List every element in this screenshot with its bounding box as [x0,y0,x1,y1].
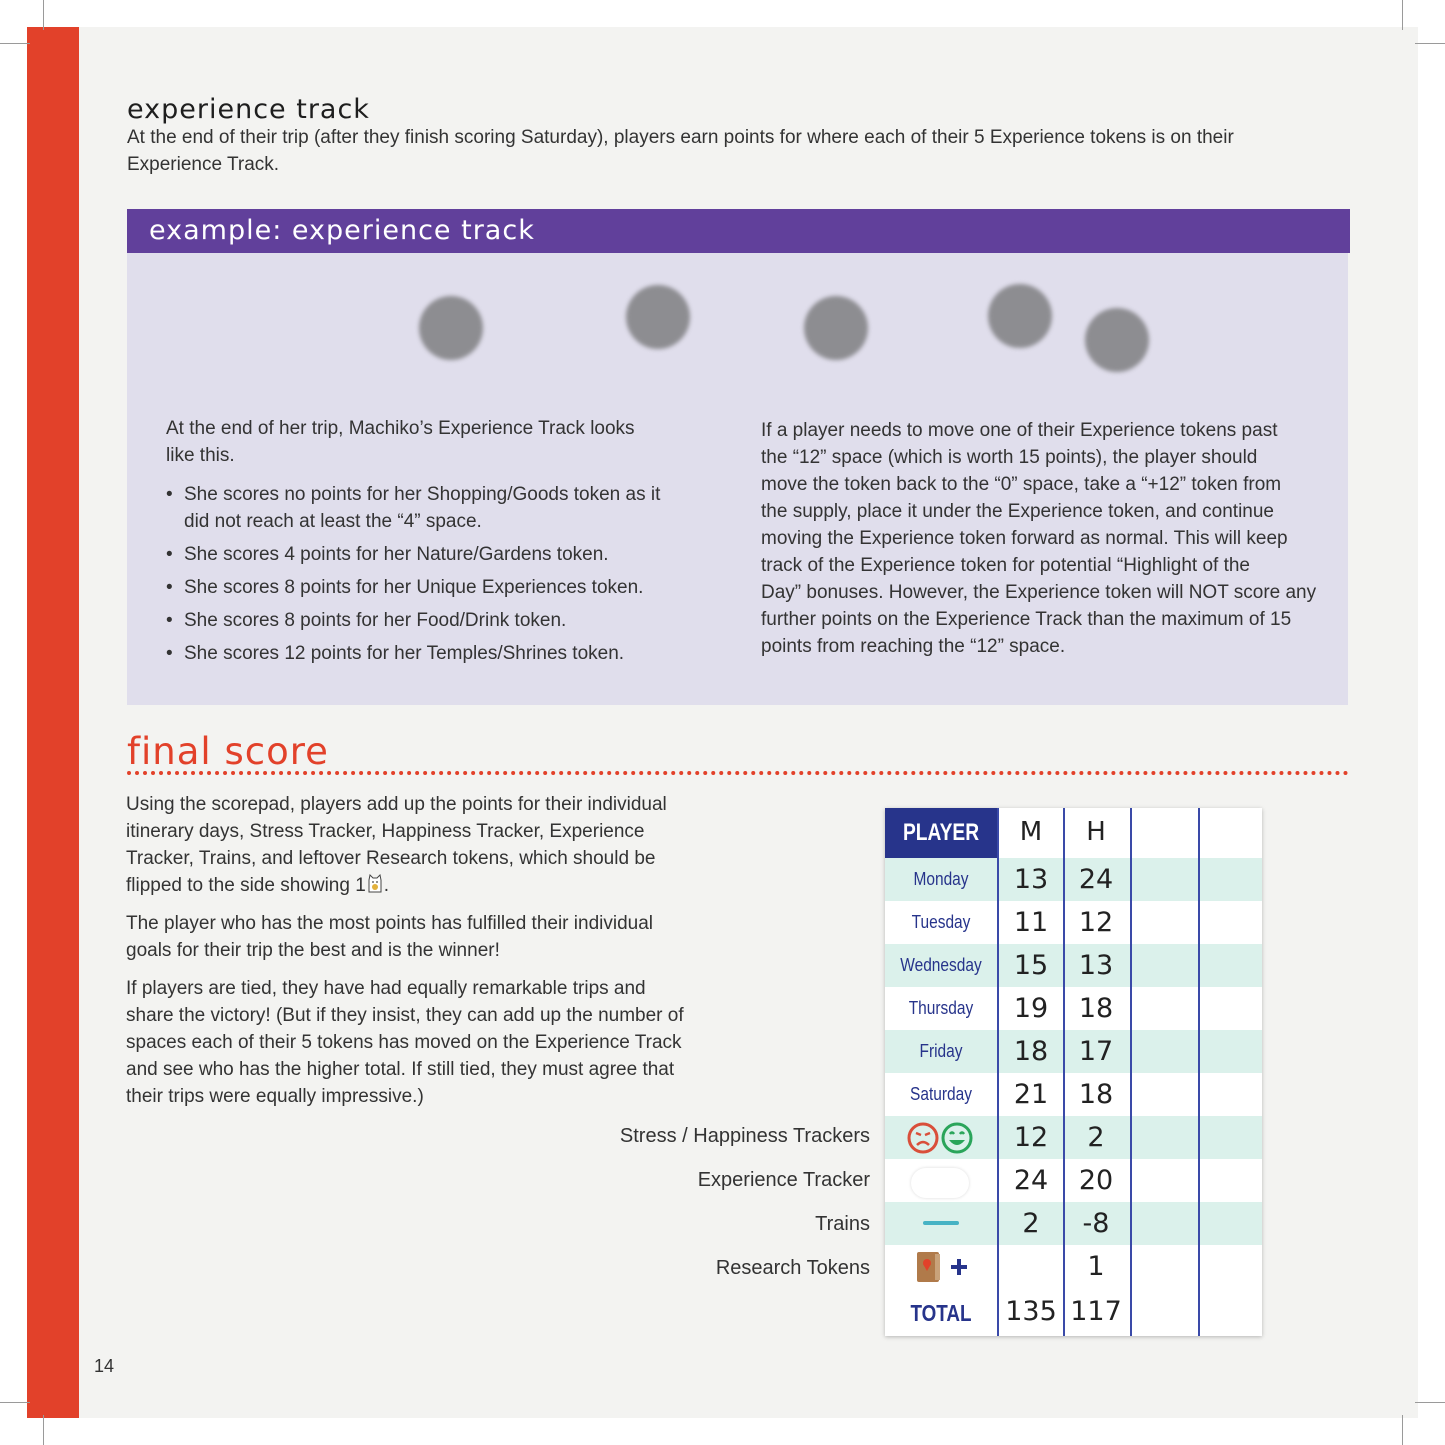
paragraph-line: goals for their trip the best and is the winner! [126,940,500,961]
table-row [885,987,1262,1030]
bullet-line: • She scores 8 points for her Unique Experiences token. [184,577,644,598]
paragraph-text: flipped to the side showing 1 [126,875,366,896]
score-cell: 2 [1087,1122,1105,1153]
column-divider [1198,808,1200,1336]
train-icon [923,1221,959,1225]
example-header-bar [127,209,1350,253]
row-label: Thursday [908,998,974,1018]
paragraph-line: their trips were equally impressive.) [126,1086,424,1107]
total-cell: 135 [1005,1296,1057,1327]
label-stress-happiness: Stress / Happiness Trackers [619,1125,870,1147]
scorepad-table [885,808,1262,1336]
total-cell: 117 [1070,1296,1122,1327]
experience-token-icon [626,285,690,349]
score-cell: 11 [1013,907,1049,938]
score-cell: 21 [1013,1079,1049,1110]
table-row [885,901,1262,944]
experience-intro [127,124,1327,178]
example-text-line: At the end of her trip, Machiko’s Experience Track looks [166,418,635,439]
example-text-line: further points on the Experience Track than the maximum of 15 [761,609,1292,630]
experience-token-icon [1085,308,1149,372]
experience-token-icon [804,296,868,360]
paragraph-line: If players are tied, they have had equally remarkable trips and [126,978,646,999]
total-label: TOTAL [910,1300,972,1326]
row-label: Tuesday [911,912,971,932]
label-experience-tracker: Experience Tracker [697,1169,870,1191]
crop-mark [1402,0,1403,30]
score-cell: 17 [1078,1036,1114,1067]
row-label: Wednesday [900,955,982,975]
example-right-column [761,417,1341,660]
paragraph-line: share the victory! (But if they insist, they can add up the number of [126,1005,684,1026]
score-cell: 18 [1078,1079,1114,1110]
score-cell: 20 [1078,1165,1114,1196]
column-divider [997,808,999,1336]
example-text-line: move the token back to the “0” space, take a “+12” token from [761,474,1282,495]
player-h-header: H [1086,817,1106,847]
bullet-item [166,574,696,601]
crop-mark [0,43,30,44]
score-cell: 24 [1013,1165,1049,1196]
crop-mark [0,1402,30,1403]
lucky-cat-icon [366,874,384,894]
crop-mark [1402,1415,1403,1445]
paragraph-line: The player who has the most points has fulfilled their individual [126,913,654,934]
score-cell: 12 [1013,1122,1049,1153]
table-row [885,1202,1262,1245]
example-text-line: the supply, place it under the Experience token, and continue [761,501,1274,522]
paragraph-line: itinerary days, Stress Tracker, Happiness Tracker, Experience [126,821,645,842]
paragraph-line: Tracker, Trains, and leftover Research tokens, which should be [126,848,656,869]
bullet-item [166,640,696,667]
example-text-line: Day” bonuses. However, the Experience token will NOT score any [761,582,1317,603]
bullet-item [166,541,696,568]
player-m-header: M [1019,817,1043,847]
red-edge-bar [27,27,79,1418]
section-title-experience-track: experience track [127,94,370,125]
example-text-line: track of the Experience token for potential “Highlight of the [761,555,1250,576]
score-cell: -8 [1082,1208,1110,1239]
example-panel [127,253,1348,705]
example-text-line: points from reaching the “12” space. [761,636,1066,657]
table-row [885,1245,1262,1288]
paragraph-line: and see who has the higher total. If still tied, they must agree that [126,1059,675,1080]
intro-line: Experience Track. [127,154,280,175]
bullet-line: • She scores 12 points for her Temples/Shrines token. [184,643,625,664]
table-row [885,1073,1262,1116]
column-divider [1063,808,1065,1336]
research-token-icon [915,1250,971,1289]
dotted-divider [127,771,1349,775]
page-number: 14 [94,1356,115,1376]
crop-mark [1415,43,1445,44]
score-cell: 12 [1078,907,1114,938]
score-cell: 13 [1013,864,1049,895]
example-text-line: the “12” space (which is worth 15 points), the player should [761,447,1258,468]
example-text-line: moving the Experience token forward as normal. This will keep [761,528,1288,549]
intro-line: At the end of their trip (after they finish scoring Saturday), players earn points for where each of their 5 Experience tokens is on their [127,127,1234,148]
experience-token-icon [988,284,1052,348]
score-cell: 15 [1013,950,1049,981]
total-row [885,1290,1262,1333]
score-cell: 19 [1013,993,1049,1024]
example-text-line: If a player needs to move one of their Experience tokens past [761,420,1278,441]
score-cell: 18 [1078,993,1114,1024]
bullet-line: • She scores 8 points for her Food/Drink token. [184,610,567,631]
bullet-item [166,481,696,535]
example-left-column [166,415,696,673]
paragraph-line: spaces each of their 5 tokens has moved on the Experience Track [126,1032,682,1053]
stress-happiness-icon [907,1122,975,1159]
score-cell: 1 [1087,1251,1105,1282]
table-row [885,1159,1262,1202]
paragraph-line: Using the scorepad, players add up the points for their individual [126,794,667,815]
score-cell: 13 [1078,950,1114,981]
section-title-final-score: final score [127,730,329,773]
player-header: PLAYER [902,819,980,846]
crop-mark [43,1415,44,1445]
score-bullets [166,481,696,667]
table-row [885,1030,1262,1073]
label-research-tokens: Research Tokens [715,1257,870,1279]
final-score-text [126,791,726,1110]
example-header-title: example: experience track [149,215,535,246]
column-divider [1130,808,1132,1336]
row-label: Friday [919,1041,963,1061]
label-trains: Trains [815,1213,870,1235]
bullet-line: • She scores 4 points for her Nature/Gardens token. [184,544,609,565]
paragraph-text: . [383,875,390,896]
table-row [885,944,1262,987]
score-cell: 18 [1013,1036,1049,1067]
experience-tracker-icon [911,1168,969,1198]
crop-mark [1415,1402,1445,1403]
score-cell: 24 [1078,864,1114,895]
player-header-cell [885,808,997,858]
crop-mark [43,0,44,30]
row-label: Monday [913,869,969,889]
bullet-line: did not reach at least the “4” space. [184,511,482,532]
experience-token-icon [419,296,483,360]
row-label: Saturday [910,1084,972,1104]
example-text-line: like this. [166,445,235,466]
table-row [885,1116,1262,1159]
score-cell: 2 [1022,1208,1040,1239]
bullet-line: • She scores no points for her Shopping/Goods token as it [184,484,661,505]
paragraph-line [126,872,726,899]
bullet-item [166,607,696,634]
table-row [885,858,1262,901]
